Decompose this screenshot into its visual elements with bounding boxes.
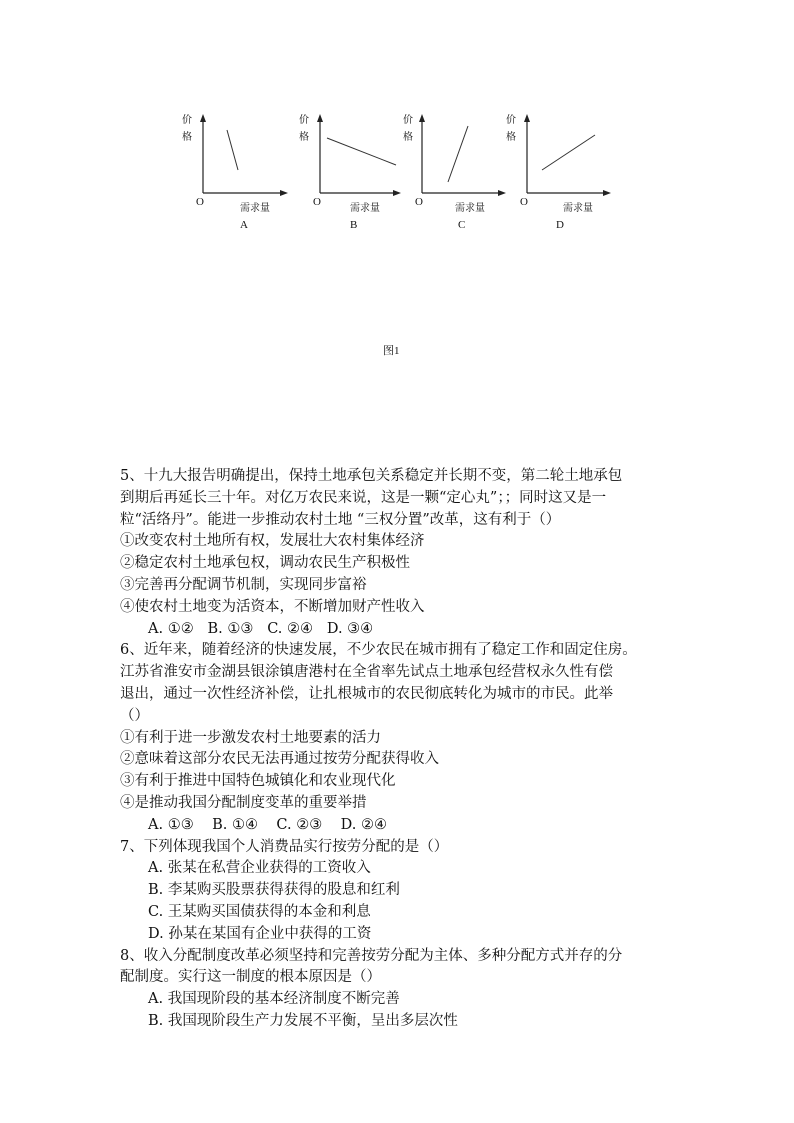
panel-c-x-label: 需求量 [455, 203, 485, 214]
q8-option-a: A. 我国现阶段的基本经济制度不断完善 [148, 991, 400, 1008]
demand-curve-figure [170, 108, 620, 357]
q6-option-1: ①有利于进一步激发农村土地要素的活力 [120, 729, 381, 746]
q7-option-a: A. 张某在私营企业获得的工资收入 [148, 860, 371, 877]
q6-option-2: ②意味着这部分农民无法再通过按劳分配获得收入 [120, 751, 439, 768]
q5-stem-line-1: 5、十九大报告明确提出，保持土地承包关系稳定并长期不变，第二轮土地承包 [120, 468, 623, 484]
panel-b-graph [317, 114, 401, 196]
panel-a-letter: A [240, 219, 248, 231]
q5-answer-choices: A. ①② B. ①③ C. ②④ D. ③④ [148, 620, 374, 637]
panel-d-demand-line [542, 135, 595, 170]
q6-option-4: ④是推动我国分配制度变革的重要举措 [120, 794, 367, 811]
panel-b-x-label: 需求量 [350, 203, 380, 214]
q7-option-d: D. 孙某在某国有企业中获得的工资 [148, 925, 372, 942]
panel-a-graph [200, 114, 288, 196]
q5-stem-line-3: 粒“活络丹”。能进一步推动农村土地 “三权分置”改革，这有利于（） [120, 511, 561, 528]
panel-d-origin: O [520, 196, 528, 208]
panel-c-origin: O [415, 196, 423, 208]
figure-graphics [170, 108, 620, 253]
panel-d-graph [524, 114, 611, 196]
panel-c-letter: C [458, 219, 466, 231]
panel-c-graph [419, 114, 506, 196]
q6-stem-line-4: （） [120, 707, 149, 724]
panel-d-letter: D [556, 219, 564, 231]
panel-b-y-label-top: 价 [299, 115, 309, 126]
panel-d-x-label: 需求量 [563, 203, 593, 214]
panel-b-letter: B [350, 219, 358, 231]
panel-a-demand-line [227, 130, 238, 170]
panel-a-origin: O [196, 196, 204, 208]
panel-c-y-label-top: 价 [403, 115, 413, 126]
figure-caption: 图1 [383, 345, 400, 357]
panel-b-y-label-bottom: 格 [299, 132, 309, 143]
q8-option-b: B. 我国现阶段生产力发展不平衡，呈出多层次性 [148, 1012, 458, 1029]
q6-stem-line-3: 退出，通过一次性经济补偿，让扎根城市的农民彻底转化为城市的市民。此举 [120, 685, 613, 702]
q5-option-1: ①改变农村土地所有权，发展壮大农村集体经济 [120, 533, 425, 550]
panel-d-y-label-top: 价 [506, 115, 516, 126]
q6-answer-choices: A. ①③ B. ①④ C. ②③ D. ②④ [148, 816, 387, 833]
q8-stem-line-2: 配制度。实行这一制度的根本原因是（） [120, 969, 381, 986]
panel-c-y-label-bottom: 格 [403, 132, 413, 143]
q5-option-3: ③完善再分配调节机制，实现同步富裕 [120, 576, 367, 593]
q7-option-b: B. 李某购买股票获得获得的股息和红利 [148, 882, 400, 899]
question-block [120, 466, 675, 1033]
q6-option-3: ③有利于推进中国特色城镇化和农业现代化 [120, 773, 396, 790]
q6-stem-line-2: 江苏省淮安市金湖县银涂镇唐港村在全省率先试点土地承包经营权永久性有偿 [120, 664, 613, 681]
panel-c-demand-line [448, 126, 468, 182]
q6-stem-line-1: 6、近年来，随着经济的快速发展，不少农民在城市拥有了稳定工作和固定住房。 [120, 642, 637, 659]
q5-option-4: ④使农村土地变为活资本，不断增加财产性收入 [120, 598, 425, 615]
panel-b-demand-line [327, 138, 396, 165]
panel-a-y-label-bottom: 格 [182, 132, 192, 143]
panel-b-origin: O [313, 196, 321, 208]
q5-stem-line-2: 到期后再延长三十年。对亿万农民来说，这是一颗“定心丸”；；同时这又是一 [120, 489, 607, 506]
q8-stem-line-1: 8、收入分配制度改革必须坚持和完善按劳分配为主体、多种分配方式并存的分 [120, 947, 623, 964]
q7-stem-line-1: 7、下列体现我国个人消费品实行按劳分配的是（） [120, 838, 449, 855]
panel-d-y-label-bottom: 格 [506, 132, 516, 143]
q5-option-2: ②稳定农村土地承包权，调动农民生产积极性 [120, 555, 410, 572]
q7-option-c: C. 王某购买国债获得的本金和利息 [148, 903, 371, 920]
panel-a-y-label-top: 价 [182, 115, 192, 126]
panel-a-x-label: 需求量 [240, 203, 270, 214]
